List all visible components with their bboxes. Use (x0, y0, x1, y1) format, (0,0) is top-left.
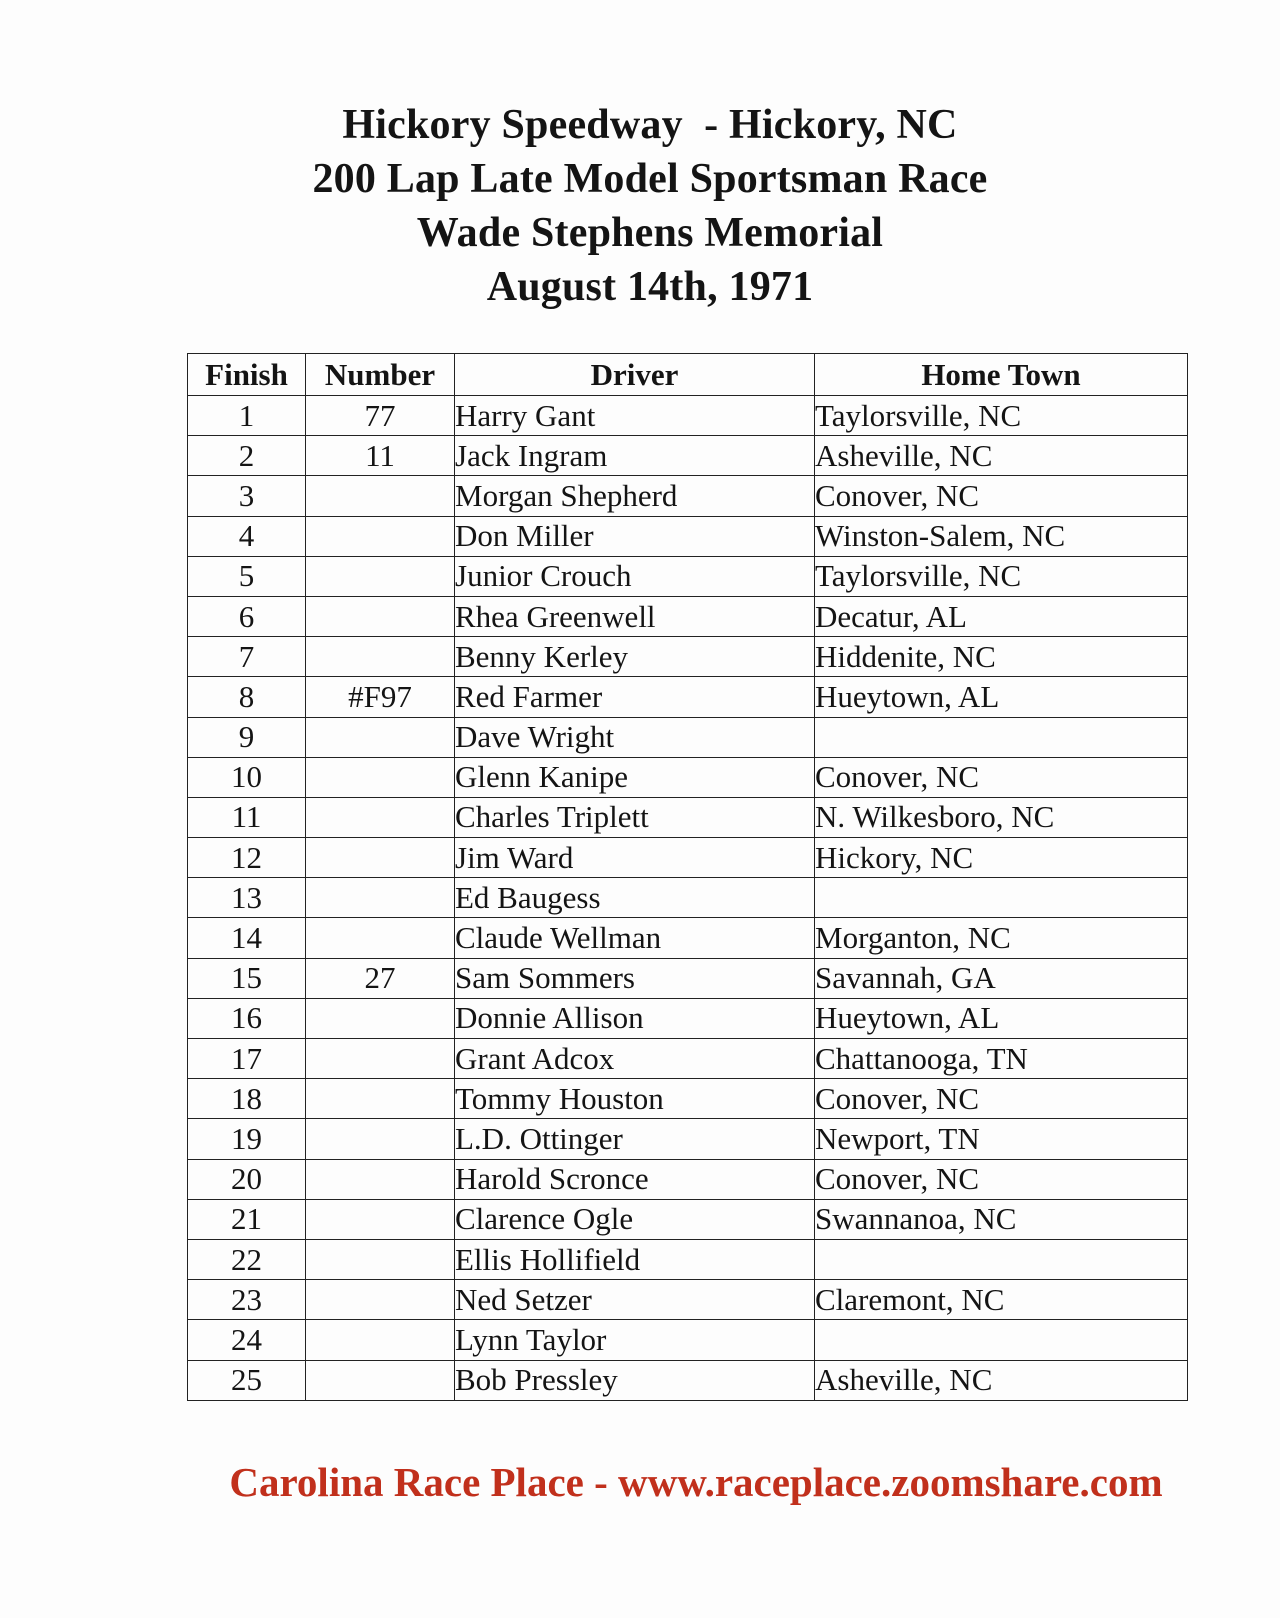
table-row (188, 677, 1188, 717)
table-row (188, 797, 1188, 837)
results-body (188, 396, 1188, 1401)
cell-driver: Rhea Greenwell (455, 596, 815, 636)
cell-number (306, 797, 455, 837)
cell-finish: 13 (188, 878, 306, 918)
cell-finish: 11 (188, 797, 306, 837)
cell-finish: 2 (188, 436, 306, 476)
cell-finish: 12 (188, 838, 306, 878)
cell-finish: 25 (188, 1360, 306, 1400)
cell-finish: 21 (188, 1199, 306, 1239)
table-row (188, 1320, 1188, 1360)
footer-credit: Carolina Race Place - www.raceplace.zoomshare.com (229, 1459, 1163, 1505)
table-row (188, 958, 1188, 998)
cell-driver: Charles Triplett (455, 797, 815, 837)
title-block (0, 98, 1280, 314)
cell-hometown (815, 1239, 1188, 1279)
table-row (188, 1039, 1188, 1079)
cell-finish: 20 (188, 1159, 306, 1199)
cell-hometown: Swannanoa, NC (815, 1199, 1188, 1239)
cell-driver: Dave Wright (455, 717, 815, 757)
table-row (188, 1280, 1188, 1320)
cell-driver: Ed Baugess (455, 878, 815, 918)
cell-finish: 18 (188, 1079, 306, 1119)
cell-finish: 4 (188, 516, 306, 556)
cell-hometown: Savannah, GA (815, 958, 1188, 998)
cell-finish: 16 (188, 998, 306, 1038)
cell-hometown: Hiddenite, NC (815, 637, 1188, 677)
cell-number (306, 1159, 455, 1199)
table-row (188, 1079, 1188, 1119)
cell-finish: 8 (188, 677, 306, 717)
cell-driver: Claude Wellman (455, 918, 815, 958)
header-driver: Driver (455, 354, 815, 396)
cell-finish: 24 (188, 1320, 306, 1360)
cell-finish: 23 (188, 1280, 306, 1320)
cell-finish: 9 (188, 717, 306, 757)
cell-hometown: Taylorsville, NC (815, 556, 1188, 596)
cell-number (306, 1320, 455, 1360)
cell-hometown (815, 1320, 1188, 1360)
table-row (188, 878, 1188, 918)
cell-driver: Glenn Kanipe (455, 757, 815, 797)
cell-number: 11 (306, 436, 455, 476)
cell-number: 77 (306, 396, 455, 436)
table-row (188, 516, 1188, 556)
table-row (188, 476, 1188, 516)
cell-hometown (815, 878, 1188, 918)
cell-hometown: N. Wilkesboro, NC (815, 797, 1188, 837)
cell-finish: 17 (188, 1039, 306, 1079)
cell-hometown (815, 717, 1188, 757)
cell-number (306, 596, 455, 636)
cell-finish: 15 (188, 958, 306, 998)
cell-hometown: Winston-Salem, NC (815, 516, 1188, 556)
cell-number (306, 1079, 455, 1119)
results-table (187, 353, 1188, 1401)
cell-finish: 7 (188, 637, 306, 677)
cell-finish: 14 (188, 918, 306, 958)
cell-driver: Harold Scronce (455, 1159, 815, 1199)
table-row (188, 838, 1188, 878)
cell-driver: Ellis Hollifield (455, 1239, 815, 1279)
title-line-event: Wade Stephens Memorial (416, 210, 884, 256)
cell-hometown: Conover, NC (815, 757, 1188, 797)
table-row (188, 436, 1188, 476)
cell-number (306, 998, 455, 1038)
table-header-row (188, 354, 1188, 396)
cell-finish: 3 (188, 476, 306, 516)
cell-number (306, 838, 455, 878)
cell-driver: Red Farmer (455, 677, 815, 717)
cell-hometown: Asheville, NC (815, 436, 1188, 476)
cell-number: #F97 (306, 677, 455, 717)
cell-number: 27 (306, 958, 455, 998)
cell-driver: Bob Pressley (455, 1360, 815, 1400)
cell-driver: Morgan Shepherd (455, 476, 815, 516)
cell-hometown: Hueytown, AL (815, 998, 1188, 1038)
cell-number (306, 516, 455, 556)
cell-number (306, 637, 455, 677)
cell-driver: Benny Kerley (455, 637, 815, 677)
table-row (188, 1239, 1188, 1279)
title-line-race: 200 Lap Late Model Sportsman Race (312, 156, 988, 202)
cell-hometown: Newport, TN (815, 1119, 1188, 1159)
cell-driver: Grant Adcox (455, 1039, 815, 1079)
table-row (188, 396, 1188, 436)
cell-driver: Clarence Ogle (455, 1199, 815, 1239)
cell-driver: Junior Crouch (455, 556, 815, 596)
cell-driver: Tommy Houston (455, 1079, 815, 1119)
table-row (188, 757, 1188, 797)
cell-finish: 10 (188, 757, 306, 797)
header-finish: Finish (188, 354, 306, 396)
cell-number (306, 757, 455, 797)
cell-number (306, 556, 455, 596)
table-row (188, 998, 1188, 1038)
cell-number (306, 918, 455, 958)
cell-number (306, 878, 455, 918)
header-number: Number (306, 354, 455, 396)
cell-finish: 5 (188, 556, 306, 596)
header-hometown: Home Town (815, 354, 1188, 396)
cell-driver: Don Miller (455, 516, 815, 556)
cell-finish: 6 (188, 596, 306, 636)
cell-number (306, 1280, 455, 1320)
cell-hometown: Decatur, AL (815, 596, 1188, 636)
cell-driver: Jim Ward (455, 838, 815, 878)
table-row (188, 717, 1188, 757)
cell-driver: Lynn Taylor (455, 1320, 815, 1360)
cell-hometown: Hueytown, AL (815, 677, 1188, 717)
table-row (188, 1159, 1188, 1199)
cell-hometown: Asheville, NC (815, 1360, 1188, 1400)
cell-hometown: Taylorsville, NC (815, 396, 1188, 436)
table-row (188, 596, 1188, 636)
cell-driver: Donnie Allison (455, 998, 815, 1038)
cell-number (306, 1119, 455, 1159)
cell-number (306, 1360, 455, 1400)
table-row (188, 1360, 1188, 1400)
cell-hometown: Conover, NC (815, 476, 1188, 516)
table-row (188, 1199, 1188, 1239)
title-line-venue: Hickory Speedway - Hickory, NC (342, 102, 958, 148)
cell-number (306, 1239, 455, 1279)
table-row (188, 1119, 1188, 1159)
cell-hometown: Chattanooga, TN (815, 1039, 1188, 1079)
cell-finish: 19 (188, 1119, 306, 1159)
cell-number (306, 1199, 455, 1239)
cell-hometown: Conover, NC (815, 1159, 1188, 1199)
cell-driver: Jack Ingram (455, 436, 815, 476)
cell-number (306, 717, 455, 757)
cell-driver: Sam Sommers (455, 958, 815, 998)
cell-finish: 1 (188, 396, 306, 436)
cell-hometown: Hickory, NC (815, 838, 1188, 878)
cell-finish: 22 (188, 1239, 306, 1279)
cell-driver: L.D. Ottinger (455, 1119, 815, 1159)
cell-driver: Ned Setzer (455, 1280, 815, 1320)
cell-hometown: Morganton, NC (815, 918, 1188, 958)
cell-hometown: Conover, NC (815, 1079, 1188, 1119)
table-row (188, 637, 1188, 677)
table-row (188, 556, 1188, 596)
cell-number (306, 1039, 455, 1079)
table-row (188, 918, 1188, 958)
title-line-date: August 14th, 1971 (486, 264, 814, 310)
cell-driver: Harry Gant (455, 396, 815, 436)
cell-hometown: Claremont, NC (815, 1280, 1188, 1320)
cell-number (306, 476, 455, 516)
